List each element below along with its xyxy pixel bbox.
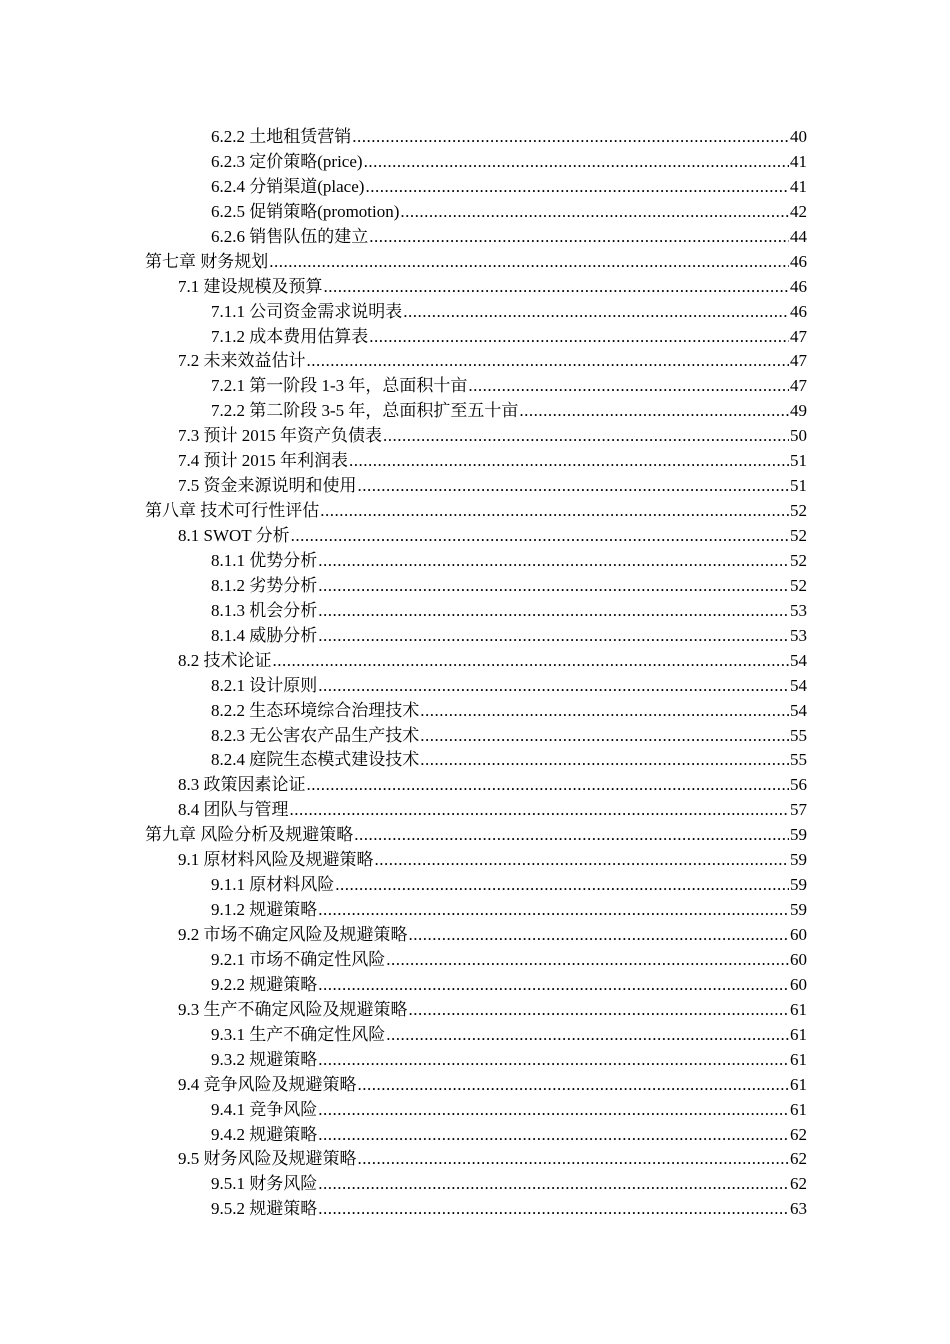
toc-entry-line (211, 1172, 807, 1197)
toc-dot-leader (318, 549, 789, 574)
toc-entry-page-number: 44 (790, 226, 807, 246)
toc-entry[interactable] (0, 325, 950, 350)
toc-entry-title: 9.4 竞争风险及规避策略 (178, 1074, 357, 1094)
toc-entry[interactable] (0, 150, 950, 175)
toc-entry-title: 7.5 资金来源说明和使用 (178, 476, 357, 496)
toc-entry[interactable] (0, 574, 950, 599)
toc-entry-title: 7.2.1 第一阶段 1-3 年，总面积十亩 (211, 376, 468, 396)
toc-entry-page-number: 42 (790, 201, 807, 221)
toc-entry-title: 9.1 原材料风险及规避策略 (178, 850, 374, 870)
toc-entry-title: 8.2 技术论证 (178, 650, 272, 670)
toc-entry-line (211, 125, 807, 150)
toc-entry-line (211, 748, 807, 773)
toc-dot-leader (318, 624, 789, 649)
toc-entry-title: 8.4 团队与管理 (178, 800, 289, 820)
toc-entry[interactable] (0, 549, 950, 574)
toc-entry[interactable] (0, 798, 950, 823)
toc-dot-leader (365, 175, 789, 200)
toc-entry-title: 8.2.3 无公害农产品生产技术 (211, 725, 420, 745)
toc-entry-page-number: 55 (790, 725, 807, 745)
toc-entry[interactable] (0, 848, 950, 873)
toc-entry[interactable] (0, 499, 950, 524)
toc-entry-page-number: 54 (790, 650, 807, 670)
toc-entry-title: 7.1.2 成本费用估算表 (211, 326, 369, 346)
toc-entry-title: 6.2.5 促销策略(promotion) (211, 201, 400, 221)
toc-entry[interactable] (0, 1098, 950, 1123)
toc-entry-page-number: 49 (790, 401, 807, 421)
toc-entry-line (211, 948, 807, 973)
toc-dot-leader (403, 300, 789, 325)
toc-dot-leader (320, 499, 789, 524)
toc-entry-line (211, 624, 807, 649)
toc-entry[interactable] (0, 374, 950, 399)
toc-dot-leader (324, 275, 790, 300)
toc-entry-title: 第七章 财务规划 (145, 251, 269, 271)
toc-entry-title: 7.1.1 公司资金需求说明表 (211, 301, 403, 321)
toc-entry-page-number: 54 (790, 675, 807, 695)
toc-entry-title: 6.2.2 土地租赁营销 (211, 127, 352, 146)
toc-entry[interactable] (0, 998, 950, 1023)
toc-entry-title: 8.1 SWOT 分析 (178, 526, 290, 545)
toc-entry-page-number: 60 (790, 974, 807, 994)
toc-entry-line (211, 1023, 807, 1048)
toc-dot-leader (273, 649, 790, 674)
toc-entry-title: 8.1.3 机会分析 (211, 600, 318, 620)
toc-entry-title: 8.2.1 设计原则 (211, 675, 318, 695)
toc-entry-page-number: 60 (790, 925, 807, 944)
toc-dot-leader (358, 1147, 790, 1172)
toc-entry-page-number: 57 (790, 800, 807, 820)
toc-entry[interactable] (0, 1073, 950, 1098)
toc-dot-leader (318, 1123, 789, 1148)
toc-dot-leader (386, 1023, 789, 1048)
toc-entry[interactable] (0, 773, 950, 798)
toc-entry[interactable] (0, 948, 950, 973)
toc-entry-page-number: 61 (790, 1074, 807, 1094)
toc-dot-leader (375, 848, 790, 873)
toc-dot-leader (386, 948, 789, 973)
toc-dot-leader (352, 125, 789, 150)
toc-entry-line (211, 699, 807, 724)
toc-dot-leader (290, 798, 790, 823)
toc-entry[interactable] (0, 1123, 950, 1148)
toc-entry-line (211, 374, 807, 399)
toc-dot-leader (318, 973, 789, 998)
toc-entry[interactable] (0, 1172, 950, 1197)
toc-entry[interactable] (0, 424, 950, 449)
toc-entry-line (178, 275, 807, 300)
toc-entry-title: 7.4 预计 2015 年利润表 (178, 451, 348, 471)
toc-entry-title: 9.3.1 生产不确定性风险 (211, 1024, 386, 1044)
toc-dot-leader (364, 150, 789, 175)
toc-entry-line (178, 848, 807, 873)
toc-entry-line (211, 225, 807, 250)
table-of-contents (0, 125, 950, 1222)
toc-entry-line (211, 325, 807, 350)
toc-entry[interactable] (0, 1197, 950, 1222)
toc-entry[interactable] (0, 599, 950, 624)
toc-entry-page-number: 52 (790, 526, 807, 545)
toc-dot-leader (318, 574, 789, 599)
toc-entry-title: 9.2 市场不确定风险及规避策略 (178, 925, 408, 944)
toc-entry-line (211, 898, 807, 923)
toc-entry-page-number: 54 (790, 700, 807, 720)
toc-dot-leader (318, 599, 789, 624)
toc-entry-line (178, 1147, 807, 1172)
toc-entry[interactable] (0, 748, 950, 773)
toc-entry-title: 6.2.6 销售队伍的建立 (211, 226, 369, 246)
toc-entry-title: 9.5.2 规避策略 (211, 1199, 318, 1219)
toc-entry[interactable] (0, 1023, 950, 1048)
toc-entry-title: 9.1.2 规避策略 (211, 900, 318, 920)
toc-entry-page-number: 62 (790, 1174, 807, 1194)
toc-entry[interactable] (0, 624, 950, 649)
toc-dot-leader (307, 349, 790, 374)
toc-entry-title: 9.5.1 财务风险 (211, 1174, 318, 1194)
toc-dot-leader (335, 873, 789, 898)
toc-entry-line (211, 1098, 807, 1123)
toc-entry-line (211, 973, 807, 998)
toc-entry-line (178, 998, 807, 1023)
toc-dot-leader (420, 699, 789, 724)
toc-entry-title: 8.2.4 庭院生态模式建设技术 (211, 750, 420, 770)
toc-entry-title: 9.5 财务风险及规避策略 (178, 1149, 357, 1169)
toc-dot-leader (383, 424, 789, 449)
toc-entry-line (211, 399, 807, 424)
toc-dot-leader (349, 449, 789, 474)
toc-entry[interactable] (0, 674, 950, 699)
toc-entry-line (211, 574, 807, 599)
toc-entry[interactable] (0, 200, 950, 225)
toc-dot-leader (420, 724, 789, 749)
toc-dot-leader (358, 474, 790, 499)
toc-entry-title: 第九章 风险分析及规避策略 (145, 825, 354, 845)
toc-entry-title: 6.2.4 分销渠道(place) (211, 176, 365, 196)
toc-entry-line (145, 250, 807, 275)
toc-entry-line (145, 499, 807, 524)
toc-entry[interactable] (0, 724, 950, 749)
toc-entry[interactable] (0, 973, 950, 998)
toc-entry-title: 8.3 政策因素论证 (178, 775, 306, 795)
toc-entry-page-number: 59 (790, 825, 807, 845)
toc-entry-page-number: 62 (790, 1124, 807, 1144)
toc-entry[interactable] (0, 225, 950, 250)
toc-entry[interactable] (0, 649, 950, 674)
toc-entry-title: 9.4.2 规避策略 (211, 1124, 318, 1144)
toc-entry-page-number: 61 (790, 1024, 807, 1044)
toc-entry[interactable] (0, 474, 950, 499)
toc-entry-page-number: 61 (790, 1099, 807, 1119)
toc-entry-line (211, 1048, 807, 1073)
toc-entry[interactable] (0, 175, 950, 200)
toc-entry[interactable] (0, 125, 950, 150)
toc-entry-line (211, 175, 807, 200)
toc-entry-title: 7.2.2 第二阶段 3-5 年，总面积扩至五十亩 (211, 401, 519, 421)
toc-dot-leader (307, 773, 790, 798)
toc-entry[interactable] (0, 275, 950, 300)
toc-entry[interactable] (0, 898, 950, 923)
toc-dot-leader (354, 823, 789, 848)
toc-entry-page-number: 52 (790, 501, 807, 521)
toc-dot-leader (369, 225, 789, 250)
toc-entry-line (211, 1197, 807, 1222)
toc-entry-page-number: 59 (790, 850, 807, 870)
toc-dot-leader (519, 399, 789, 424)
toc-entry-page-number: 41 (790, 151, 807, 171)
toc-entry[interactable] (0, 1147, 950, 1172)
toc-entry-line (178, 349, 807, 374)
toc-entry-page-number: 46 (790, 276, 807, 296)
toc-dot-leader (468, 374, 789, 399)
toc-dot-leader (420, 748, 789, 773)
toc-entry[interactable] (0, 250, 950, 275)
toc-entry-title: 7.2 未来效益估计 (178, 351, 306, 371)
toc-entry[interactable] (0, 349, 950, 374)
toc-entry-line (211, 599, 807, 624)
toc-entry[interactable] (0, 699, 950, 724)
toc-entry-title: 8.1.4 威胁分析 (211, 625, 318, 645)
toc-entry-line (178, 649, 807, 674)
toc-entry[interactable] (0, 823, 950, 848)
toc-entry-page-number: 59 (790, 875, 807, 895)
toc-dot-leader (291, 524, 789, 549)
toc-entry[interactable] (0, 1048, 950, 1073)
toc-entry-title: 9.3 生产不确定风险及规避策略 (178, 999, 408, 1019)
toc-entry-line (211, 724, 807, 749)
toc-dot-leader (409, 923, 790, 948)
toc-entry[interactable] (0, 449, 950, 474)
toc-dot-leader (269, 250, 789, 275)
toc-entry-page-number: 47 (790, 326, 807, 346)
toc-entry-page-number: 52 (790, 550, 807, 570)
toc-dot-leader (400, 200, 789, 225)
toc-entry-page-number: 63 (790, 1199, 807, 1219)
toc-entry-page-number: 62 (790, 1149, 807, 1169)
toc-entry[interactable] (0, 399, 950, 424)
toc-entry-line (211, 549, 807, 574)
toc-entry-title: 9.1.1 原材料风险 (211, 875, 335, 895)
toc-dot-leader (409, 998, 790, 1023)
toc-entry-page-number: 51 (790, 451, 807, 471)
toc-entry-page-number: 46 (790, 301, 807, 321)
toc-entry-line (178, 474, 807, 499)
toc-dot-leader (318, 1172, 789, 1197)
toc-entry-title: 8.1.1 优势分析 (211, 550, 318, 570)
toc-entry-line (178, 524, 807, 549)
toc-entry-page-number: 50 (790, 426, 807, 446)
toc-entry-page-number: 61 (790, 999, 807, 1019)
toc-dot-leader (318, 1098, 789, 1123)
toc-dot-leader (318, 1048, 789, 1073)
toc-entry-line (178, 449, 807, 474)
toc-entry-line (211, 873, 807, 898)
toc-entry[interactable] (0, 923, 950, 948)
toc-entry-page-number: 53 (790, 600, 807, 620)
toc-entry-page-number: 47 (790, 376, 807, 396)
toc-entry-title: 6.2.3 定价策略(price) (211, 151, 363, 171)
toc-entry-page-number: 55 (790, 750, 807, 770)
toc-entry-line (178, 798, 807, 823)
toc-entry-page-number: 52 (790, 575, 807, 595)
toc-entry-line (178, 923, 807, 948)
toc-entry-page-number: 60 (790, 949, 807, 969)
toc-entry-line (178, 1073, 807, 1098)
toc-dot-leader (318, 898, 789, 923)
toc-entry-page-number: 41 (790, 176, 807, 196)
toc-entry-line (178, 424, 807, 449)
toc-entry-line (145, 823, 807, 848)
toc-entry-line (178, 773, 807, 798)
toc-entry-page-number: 46 (790, 251, 807, 271)
toc-entry[interactable] (0, 524, 950, 549)
toc-entry-title: 8.1.2 劣势分析 (211, 575, 318, 595)
toc-entry-page-number: 47 (790, 351, 807, 371)
toc-entry-title: 7.1 建设规模及预算 (178, 276, 323, 296)
toc-dot-leader (318, 1197, 789, 1222)
toc-entry-title: 9.3.2 规避策略 (211, 1049, 318, 1069)
toc-dot-leader (369, 325, 789, 350)
toc-entry-page-number: 51 (790, 476, 807, 496)
toc-dot-leader (358, 1073, 790, 1098)
toc-entry-page-number: 40 (790, 127, 807, 146)
toc-entry-title: 9.2.1 市场不确定性风险 (211, 949, 386, 969)
toc-entry-title: 9.4.1 竞争风险 (211, 1099, 318, 1119)
toc-entry-line (211, 1123, 807, 1148)
toc-entry-title: 第八章 技术可行性评估 (145, 501, 320, 521)
toc-entry-line (211, 150, 807, 175)
toc-entry-title: 8.2.2 生态环境综合治理技术 (211, 700, 420, 720)
toc-entry-line (211, 300, 807, 325)
toc-entry-line (211, 200, 807, 225)
toc-dot-leader (318, 674, 789, 699)
toc-entry[interactable] (0, 873, 950, 898)
toc-entry-title: 7.3 预计 2015 年资产负债表 (178, 426, 382, 446)
toc-entry-page-number: 59 (790, 900, 807, 920)
toc-entry-line (211, 674, 807, 699)
toc-entry-page-number: 56 (790, 775, 807, 795)
toc-entry-page-number: 61 (790, 1049, 807, 1069)
toc-entry-title: 9.2.2 规避策略 (211, 974, 318, 994)
toc-entry-page-number: 53 (790, 625, 807, 645)
toc-entry[interactable] (0, 300, 950, 325)
